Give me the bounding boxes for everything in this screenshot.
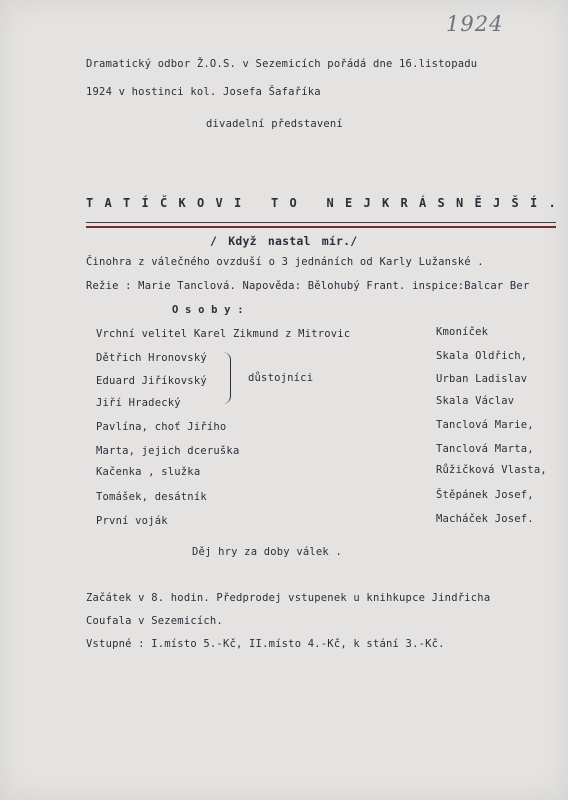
title-letter: J xyxy=(493,196,501,210)
title-letter xyxy=(308,196,315,210)
title-letter: . xyxy=(548,196,556,210)
title-letter: O xyxy=(197,196,205,210)
cast-role: První voják xyxy=(96,515,168,527)
title-letter xyxy=(253,196,260,210)
title-letter: R xyxy=(400,196,408,210)
header-line-1: Dramatický odbor Ž.O.S. v Sezemicích pořádá dne 16.listopadu xyxy=(86,58,478,70)
title-underline xyxy=(86,222,556,223)
title-letter: Š xyxy=(511,196,519,210)
setting-line: Děj hry za doby válek . xyxy=(192,546,342,558)
cast-actor: Tanclová Marie, xyxy=(436,419,534,431)
cast-role: Kačenka , služka xyxy=(96,466,201,478)
play-subtitle: / Když nastal mír./ xyxy=(210,234,358,248)
footer-line-1: Začátek v 8. hodin. Předprodej vstupenek u knihkupce Jindřicha xyxy=(86,592,491,604)
title-letter: A xyxy=(104,196,112,210)
title-letter: Á xyxy=(419,196,427,210)
cast-role: Marta, jejich dceruška xyxy=(96,445,240,457)
title-letter: J xyxy=(363,196,371,210)
title-letter: K xyxy=(178,196,186,210)
title-letter: O xyxy=(289,196,297,210)
title-letter: Í xyxy=(141,196,149,210)
credits-line: Režie : Marie Tanclová. Napověda: Bělohubý Frant. inspice:Balcar Ber xyxy=(86,280,530,292)
title-letter: Í xyxy=(530,196,538,210)
title-letter: Ě xyxy=(474,196,482,210)
cast-actor: Růžičková Vlasta, xyxy=(436,464,547,476)
genre-line: Činohra z válečného ovzduší o 3 jednáních od Karly Lužanské . xyxy=(86,256,484,268)
title-letter: S xyxy=(437,196,445,210)
cast-heading: O s o b y : xyxy=(172,304,244,316)
cast-actor: Štěpánek Josef, xyxy=(436,489,534,501)
play-title xyxy=(86,196,556,210)
cast-role: Pavlína, choť Jiřího xyxy=(96,421,227,433)
cast-actor: Macháček Josef. xyxy=(436,513,534,525)
title-letter: V xyxy=(215,196,223,210)
footer-line-2: Coufala v Sezemicích. xyxy=(86,615,223,627)
cast-role: Jiří Hradecký xyxy=(96,397,181,409)
title-letter: I xyxy=(234,196,242,210)
cast-actor: Skala Václav xyxy=(436,395,515,407)
officers-brace xyxy=(216,352,231,404)
cast-role: Vrchní velitel Karel Zikmund z Mitrovic xyxy=(96,328,351,340)
title-letter: K xyxy=(382,196,390,210)
title-letter: N xyxy=(456,196,464,210)
header-line-2: 1924 v hostinci kol. Josefa Šafaříka xyxy=(86,86,321,98)
header-line-3: divadelní představení xyxy=(206,118,343,130)
cast-role: Dětřich Hronovský xyxy=(96,352,207,364)
title-letter: T xyxy=(86,196,94,210)
cast-role: Tomášek, desátník xyxy=(96,491,207,503)
title-letter: T xyxy=(123,196,131,210)
title-letter: E xyxy=(345,196,353,210)
title-letter: T xyxy=(271,196,279,210)
cast-actor: Skala Oldřich, xyxy=(436,350,528,362)
title-letter: N xyxy=(326,196,334,210)
officers-label: důstojníci xyxy=(248,372,314,384)
handwritten-year: 1924 xyxy=(446,12,504,36)
cast-role: Eduard Jiříkovský xyxy=(96,375,207,387)
cast-actor: Kmoníček xyxy=(436,326,489,338)
title-letter: Č xyxy=(160,196,168,210)
title-underline-red xyxy=(86,226,556,228)
cast-actor: Urban Ladislav xyxy=(436,373,528,385)
footer-line-3: Vstupné : I.místo 5.-Kč, II.místo 4.-Kč, k stání 3.-Kč. xyxy=(86,638,445,650)
cast-actor: Tanclová Marta, xyxy=(436,443,534,455)
